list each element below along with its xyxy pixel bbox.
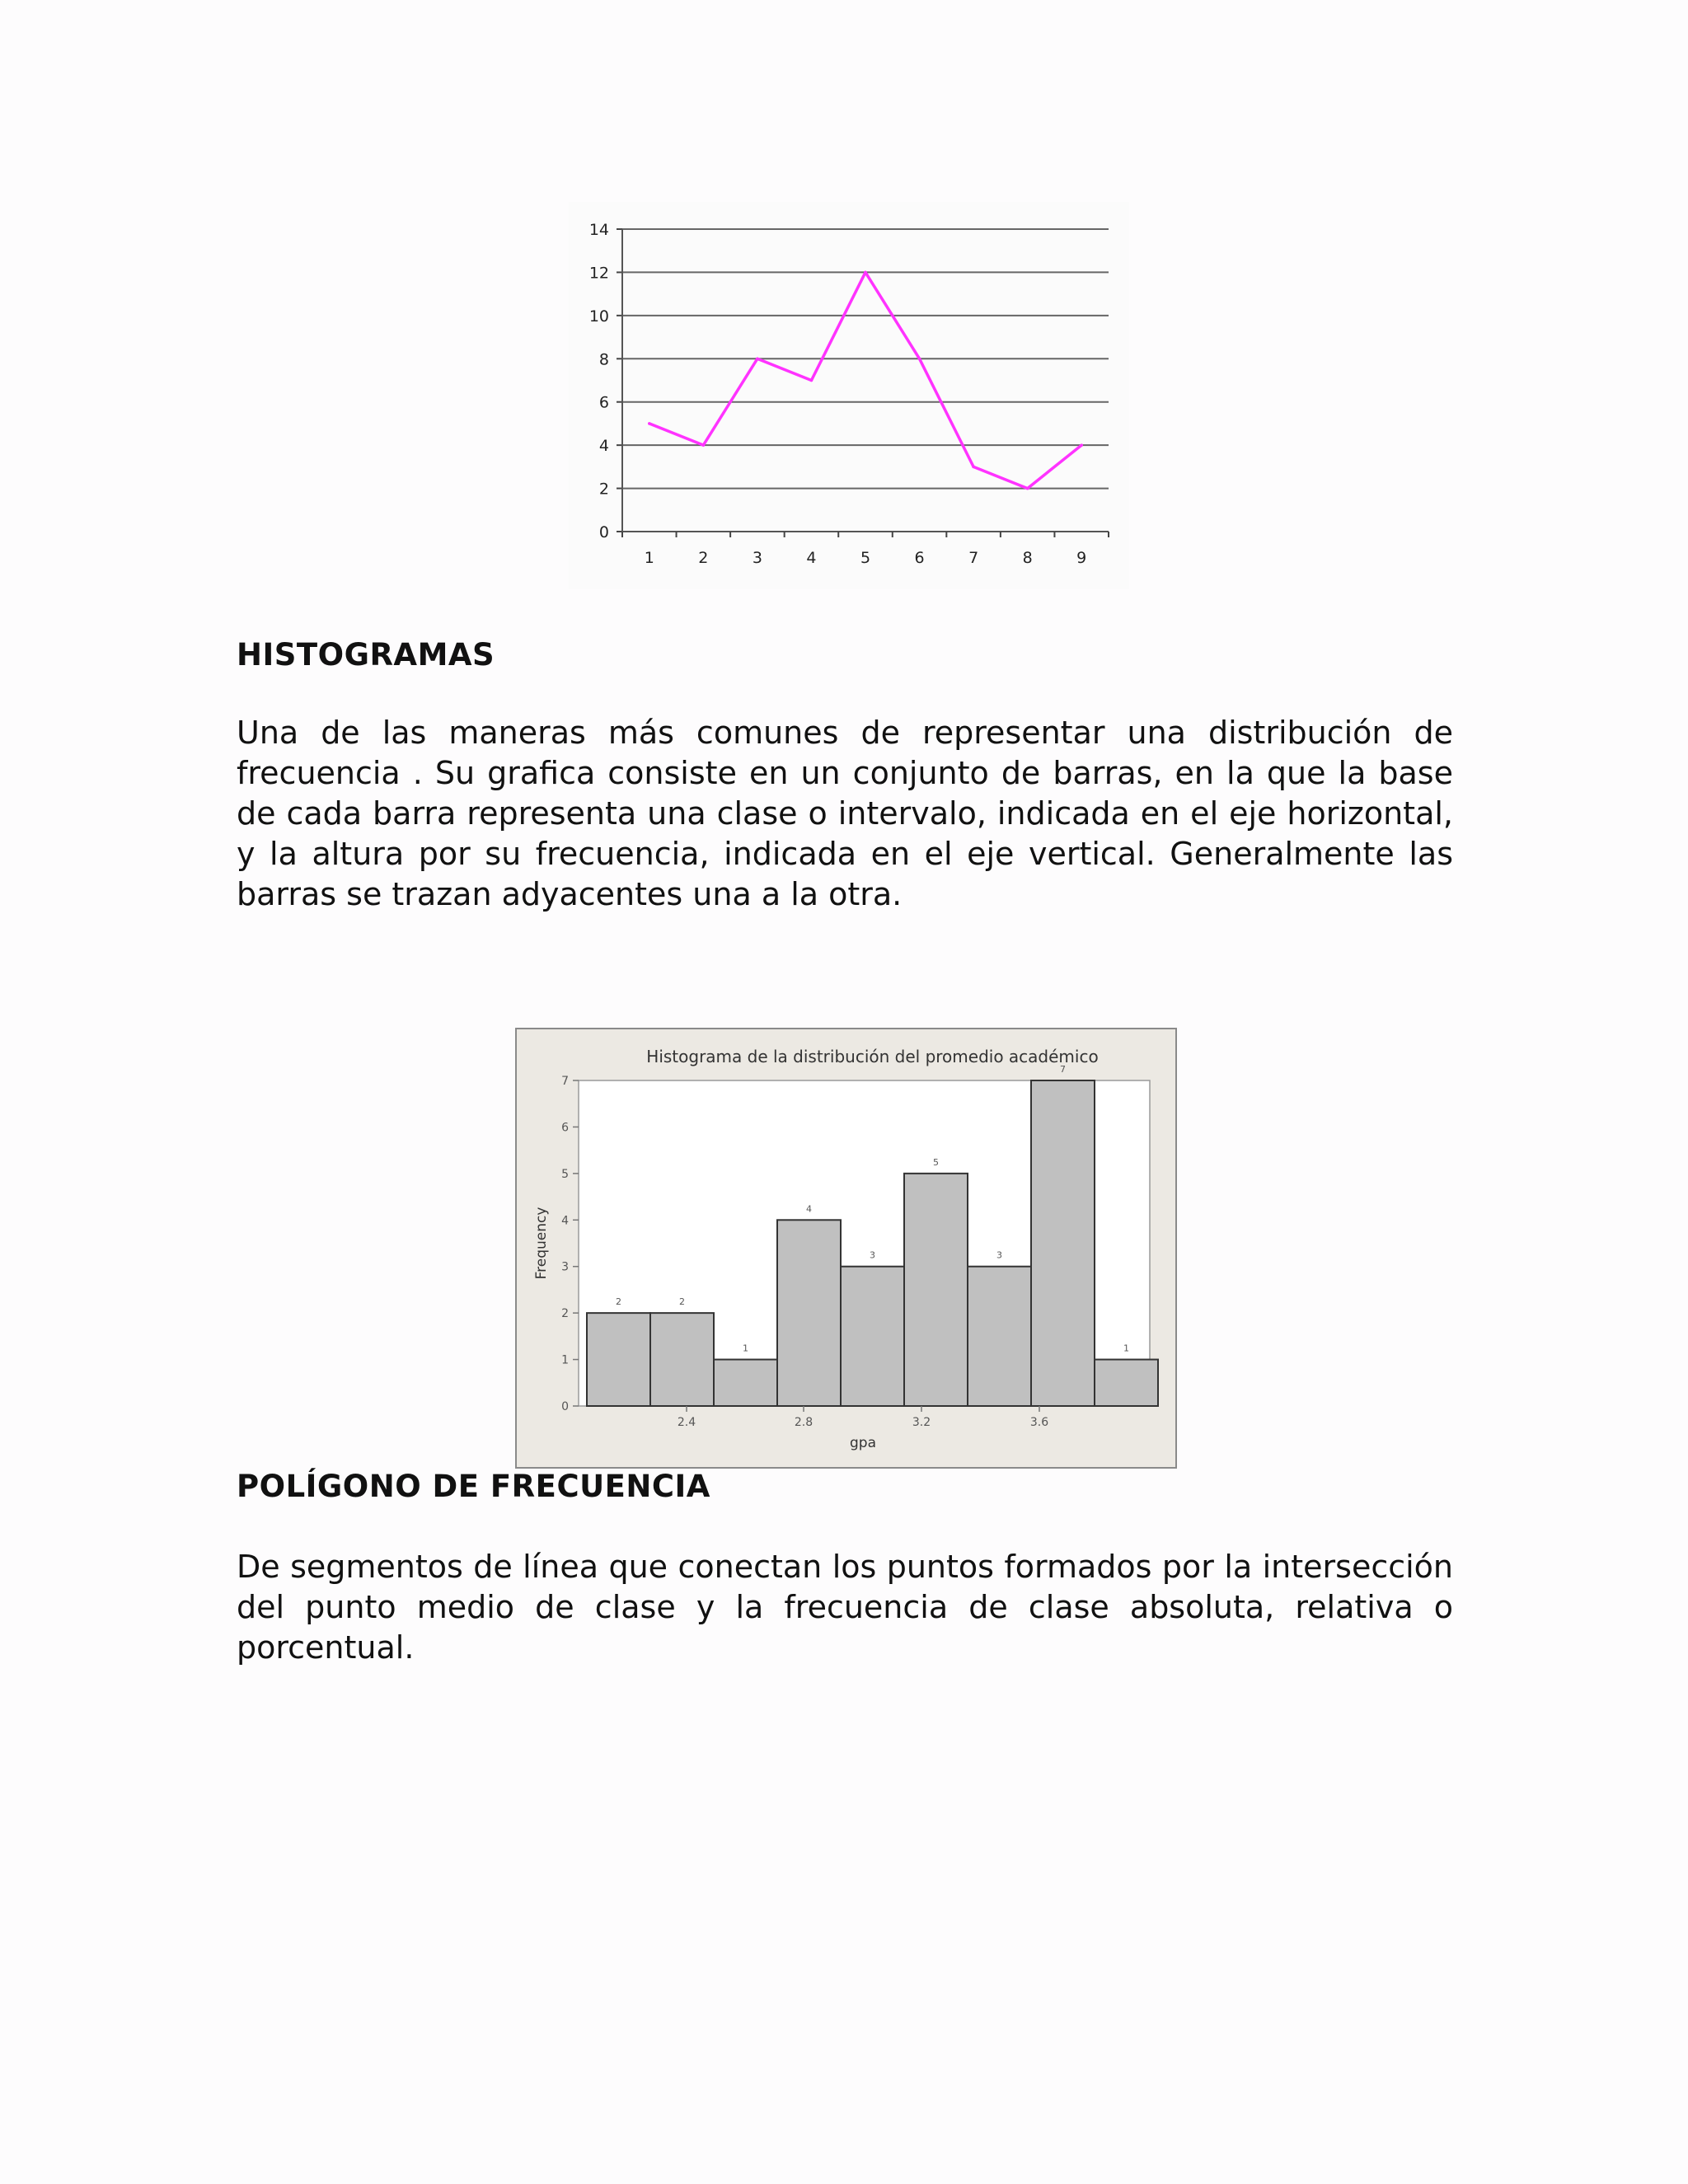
x-tick-label: 2 (698, 549, 709, 567)
data-point (648, 422, 651, 425)
x-tick-label: 2.8 (794, 1416, 814, 1429)
bar-data-label: 5 (933, 1156, 939, 1168)
y-tick-label: 4 (561, 1214, 569, 1228)
y-tick-label: 14 (588, 221, 609, 239)
x-tick-label: 3.2 (912, 1416, 931, 1429)
y-tick-label: 8 (598, 350, 609, 369)
bar-data-label: 1 (743, 1343, 748, 1354)
x-tick-label: 7 (968, 549, 979, 567)
y-tick-label: 6 (598, 393, 609, 412)
histogram-chart-svg (517, 1029, 1175, 1467)
data-point (810, 379, 814, 382)
y-tick-label: 4 (598, 437, 609, 456)
bar-data-label: 3 (996, 1249, 1002, 1261)
data-point (1080, 443, 1083, 447)
histogram-bar (841, 1267, 904, 1406)
x-tick-label: 4 (806, 549, 817, 567)
y-tick-label: 6 (561, 1121, 569, 1135)
histogram-bar (587, 1313, 650, 1406)
y-tick-label: 2 (561, 1307, 569, 1321)
x-tick-label: 5 (860, 549, 871, 567)
bar-data-label: 4 (806, 1203, 812, 1215)
histogram-chart (515, 1028, 1177, 1469)
y-tick-label: 3 (561, 1260, 569, 1274)
x-tick-label: 6 (914, 549, 925, 567)
x-tick-label: 3 (752, 549, 762, 567)
x-tick-label: 2.4 (677, 1416, 696, 1429)
bar-data-label: 1 (1123, 1343, 1129, 1354)
x-tick-label: 1 (644, 549, 654, 567)
data-point (864, 271, 867, 274)
y-tick-label: 7 (561, 1075, 569, 1088)
x-axis-label: gpa (850, 1435, 876, 1451)
series-line (649, 272, 1081, 488)
bar-data-label: 3 (870, 1249, 875, 1261)
x-tick-label: 8 (1022, 549, 1033, 567)
y-tick-label: 0 (561, 1400, 569, 1413)
y-tick-label: 0 (598, 523, 609, 541)
y-tick-label: 12 (588, 264, 609, 283)
y-tick-label: 10 (588, 307, 609, 326)
bar-data-label: 2 (679, 1296, 685, 1308)
y-tick-label: 2 (598, 480, 609, 499)
x-tick-label: 3.6 (1029, 1416, 1049, 1429)
histogram-bar (968, 1267, 1031, 1406)
histogram-bar (904, 1174, 968, 1406)
heading-histogramas: HISTOGRAMAS (237, 637, 495, 673)
paragraph-poligono: De segmentos de línea que conectan los puntos formados por la intersección del punto medio de clase y la frecuencia de clase absoluta, relativa o porcentual. (237, 1549, 1453, 1666)
y-tick-label: 1 (561, 1353, 569, 1367)
histogram-bar (714, 1360, 777, 1406)
line-chart-svg (569, 202, 1129, 589)
data-point (1026, 487, 1029, 490)
data-point (756, 357, 759, 360)
line-chart (569, 202, 1129, 589)
bar-data-label: 7 (1060, 1064, 1066, 1075)
y-axis-label: Frequency (533, 1207, 550, 1280)
histogram-bar (777, 1220, 841, 1406)
x-tick-label: 9 (1076, 549, 1087, 567)
chart-title: Histograma de la distribución del promedio académico (646, 1047, 1099, 1066)
histogram-bar (1095, 1360, 1158, 1406)
data-point (972, 466, 975, 469)
heading-poligono: POLÍGONO DE FRECUENCIA (237, 1469, 710, 1504)
y-tick-label: 5 (561, 1167, 569, 1181)
histogram-bar (650, 1313, 714, 1406)
data-point (702, 443, 706, 447)
bar-data-label: 2 (616, 1296, 621, 1308)
data-point (918, 357, 921, 360)
histogram-bar (1031, 1080, 1095, 1406)
paragraph-histogramas: Una de las maneras más comunes de representar una distribución de frecuencia . Su grafica consiste en un conjunto de barras, en la que la base de cada barra representa una clase o intervalo, indicada en el eje horizontal, y la altura por su frecuencia, indicada en el eje vertical. Generalmente las barras se trazan adyacentes una a la otra. (237, 715, 1453, 912)
